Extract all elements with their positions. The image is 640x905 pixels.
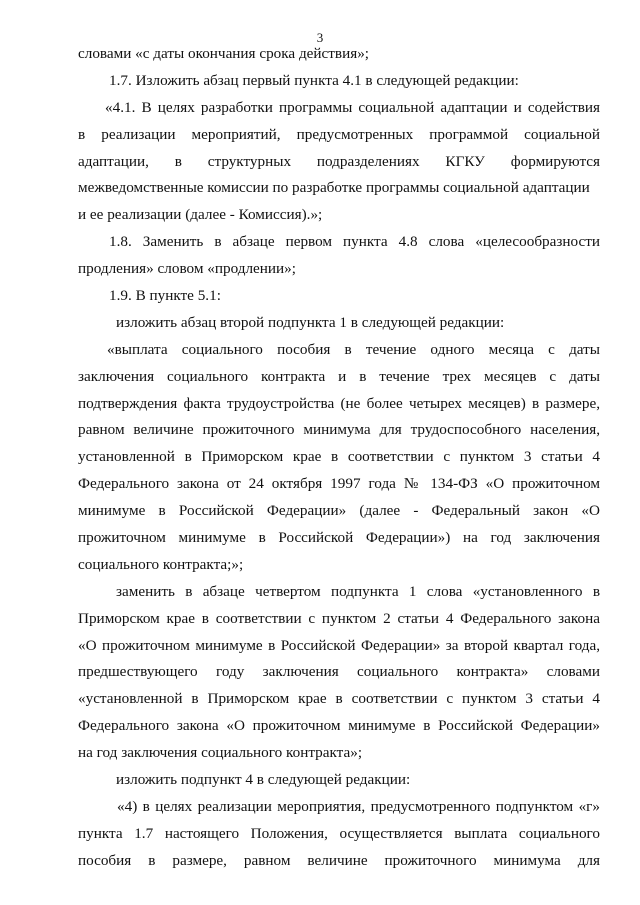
text-line: межведомственные комиссии по разработке программы социальной адаптации bbox=[78, 179, 590, 197]
text-line: «4.1. В целях разработки программы социальной адаптации и содействия bbox=[105, 98, 600, 116]
text-line: социального контракта;»; bbox=[78, 555, 244, 573]
text-line: заключения социального контракта и в течение трех месяцев с даты bbox=[78, 367, 600, 385]
text-line: равном величине прожиточного минимума для трудоспособного населения, bbox=[78, 421, 600, 439]
text-line: адаптации, в структурных подразделениях КГКУ формируются bbox=[78, 152, 600, 170]
text-line: Приморском крае в соответствии с пунктом 2 статьи 4 Федерального закона bbox=[78, 609, 600, 627]
text-line: заменить в абзаце четвертом подпункта 1 слова «установленного в bbox=[116, 582, 600, 600]
text-line: на год заключения социального контракта»; bbox=[78, 744, 363, 762]
text-line: «установленной в Приморском крае в соответствии с пунктом 3 статьи 4 bbox=[78, 690, 600, 708]
document-body bbox=[78, 41, 600, 875]
page-number: 3 bbox=[316, 30, 324, 45]
text-line: словами «с даты окончания срока действия»; bbox=[78, 45, 370, 62]
text-line: прожиточном минимуме в Российской Федерации») на год заключения bbox=[78, 529, 600, 547]
text-line: Федерального закона «О прожиточном минимуме в Российской Федерации» bbox=[78, 717, 600, 735]
text-line: минимуме в Российской Федерации» (далее - Федеральный закон «О bbox=[78, 502, 600, 520]
text-line: пункта 1.7 настоящего Положения, осуществляется выплата социального bbox=[78, 824, 600, 842]
text-line: «выплата социального пособия в течение одного месяца с даты bbox=[107, 340, 600, 358]
text-line: 1.9. В пункте 5.1: bbox=[109, 287, 221, 305]
text-line: предшествующего году заключения социального контракта» словами bbox=[78, 663, 600, 681]
text-line: пособия в размере, равном величине прожиточного минимума для bbox=[78, 851, 600, 869]
text-line: продления» словом «продлении»; bbox=[78, 260, 296, 278]
text-line: 1.8. Заменить в абзаце первом пункта 4.8 слова «целесообразности bbox=[109, 233, 600, 251]
text-line: и ее реализации (далее - Комиссия).»; bbox=[78, 206, 323, 224]
text-line: подтверждения факта трудоустройства (не более четырех месяцев) в размере, bbox=[78, 394, 600, 412]
text-line: «О прожиточном минимуме в Российской Федерации» за второй квартал года, bbox=[78, 636, 600, 654]
text-line: установленной в Приморском крае в соответствии с пунктом 3 статьи 4 bbox=[78, 448, 600, 466]
text-line: «4) в целях реализации мероприятия, предусмотренного подпунктом «г» bbox=[117, 797, 600, 815]
text-line: изложить абзац второй подпункта 1 в следующей редакции: bbox=[116, 313, 505, 331]
text-line: 1.7. Изложить абзац первый пункта 4.1 в следующей редакции: bbox=[109, 71, 519, 89]
text-line: Федерального закона от 24 октября 1997 года № 134-ФЗ «О прожиточном bbox=[78, 475, 600, 493]
text-line: в реализации мероприятий, предусмотренных программой социальной bbox=[78, 125, 600, 143]
text-line: изложить подпункт 4 в следующей редакции: bbox=[116, 771, 411, 789]
